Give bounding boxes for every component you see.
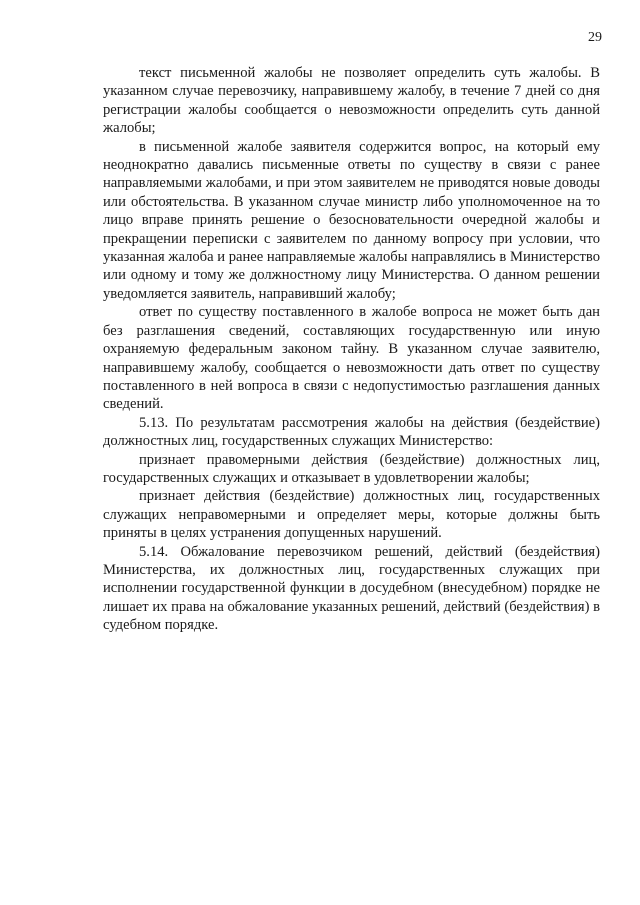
document-body (103, 64, 600, 635)
page-number: 29 (588, 30, 602, 45)
paragraph-complaint-unclear: текст письменной жалобы не позволяет определить суть жалобы. В указанном случае перевозчику, направившему жалобу, в течение 7 дней со дня регистрации жалобы сообщается о невозможности определить суть данной жалобы; (103, 65, 600, 137)
paragraph-actions-unlawful: признает действия (бездействие) должностных лиц, государственных служащих неправомерными и определяет меры, которые должны быть приняты в целях устранения допущенных нарушений. (103, 488, 600, 542)
paragraph-section-5-13: 5.13. По результатам рассмотрения жалобы на действия (бездействие) должностных лиц, государственных служащих Министерство: (103, 414, 600, 450)
paragraph-actions-lawful: признает правомерными действия (бездействие) должностных лиц, государственных служащих и отказывает в удовлетворении жалобы; (103, 451, 600, 486)
paragraph-secret-information: ответ по существу поставленного в жалобе вопроса не может быть дан без разглашения сведений, составляющих государственную или иную охраняемую федеральным законом тайну. В указанном случае заявителю, направившему жалобу, сообщается о невозможности дать ответ по существу поставленного в ней вопроса в связи с недопустимостью разглашения данных сведений. (103, 304, 600, 413)
paragraph-repeated-question: в письменной жалобе заявителя содержится вопрос, на который ему неоднократно давались письменные ответы по существу в связи с ранее направляемыми жалобами, и при этом заявителем не приводятся новые доводы или обстоятельства. В указанном случае министр либо уполномоченное на то лицо вправе принять решение о безосновательности очередной жалобы и прекращении переписки с заявителем по данному вопросу при условии, что указанная жалоба и ранее направляемые жалобы направлялись в Министерство или одному и тому же должностному лицу Министерства. О данном решении уведомляется заявитель, направивший жалобу; (103, 138, 600, 302)
paragraph-section-5-14: 5.14. Обжалование перевозчиком решений, действий (бездействия) Министерства, их должностных лиц, государственных служащих при исполнении государственной функции в досудебном (внесудебном) порядке не лишает их права на обжалование указанных решений, действий (бездействия) в судебном порядке. (103, 543, 600, 634)
